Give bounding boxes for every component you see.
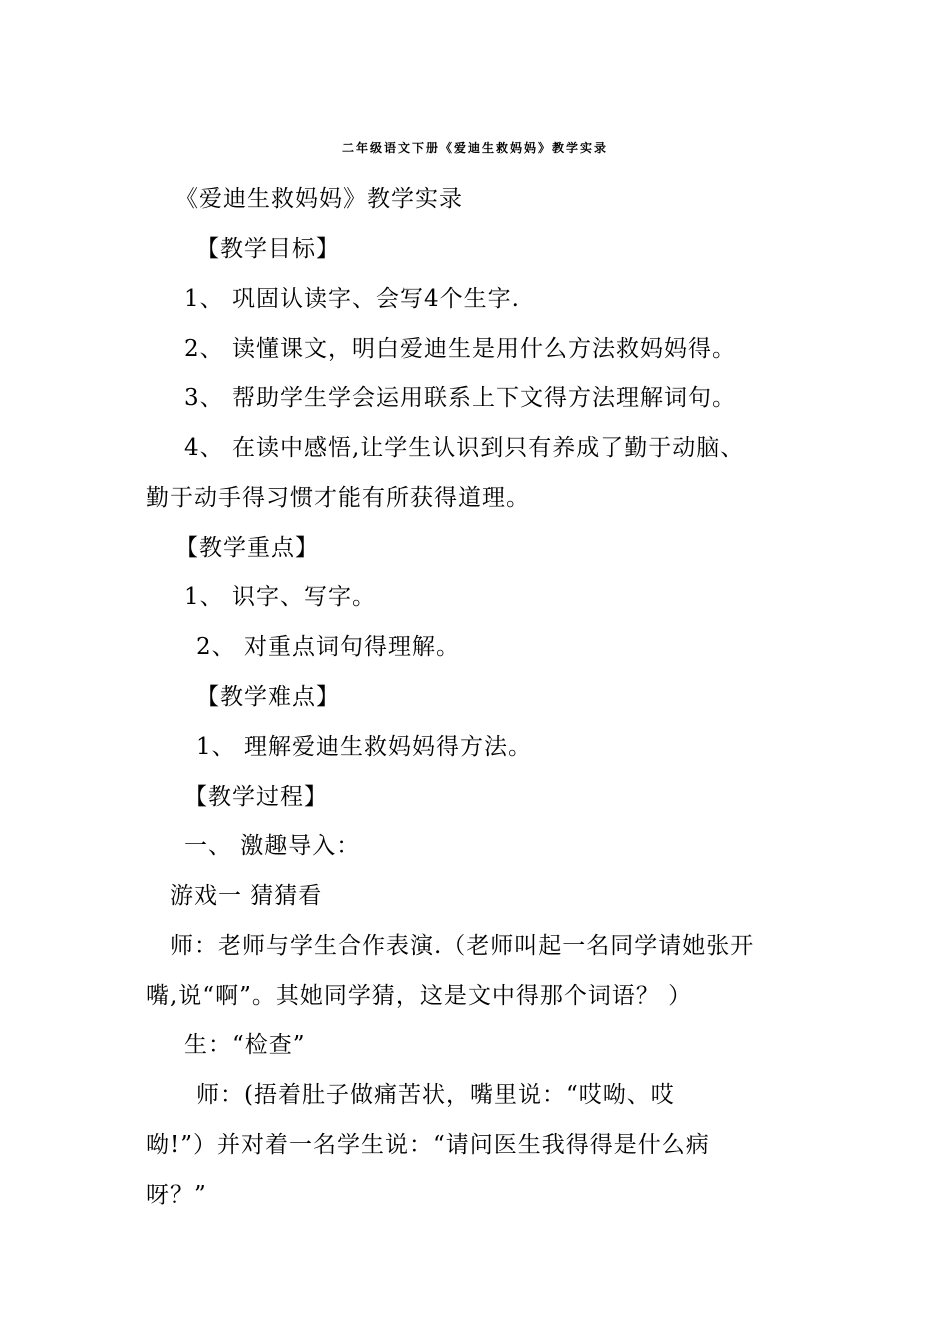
list-item: 1、 巩固认读字、会写4个生字. (184, 286, 520, 312)
section-heading: 【教学过程】 (184, 784, 328, 810)
list-item: 一、 激趣导入： (184, 833, 361, 859)
section-heading: 【教学难点】 (196, 684, 340, 710)
list-item: 3、 帮助学生学会运用联系上下文得方法理解词句。 (184, 385, 736, 411)
list-item: 4、 在读中感悟,让学生认识到只有养成了勤于动脑、 (184, 435, 745, 461)
list-item: 2、 对重点词句得理解。 (196, 634, 460, 660)
list-item: 1、 识字、写字。 (184, 584, 376, 610)
list-item: 1、 理解爱迪生救妈妈得方法。 (196, 734, 532, 760)
text-line: 师：老师与学生合作表演.（老师叫起一名同学请她张开 (170, 933, 755, 959)
text-line: 嘴,说“啊”。其她同学猜，这是文中得那个词语？ ） (146, 983, 693, 1009)
text-line: 勤于动手得习惯才能有所获得道理。 (146, 485, 530, 511)
text-line: 师：(捂着肚子做痛苦状，嘴里说：“哎呦、哎 (196, 1082, 675, 1108)
document-title: 二年级语文下册《爱迪生救妈妈》教学实录 (341, 141, 608, 155)
text-line: 游戏一 猜猜看 (170, 883, 323, 909)
text-line: 呀？” (146, 1182, 207, 1208)
section-heading: 【教学重点】 (175, 535, 319, 561)
text-line: 生：“检查” (184, 1032, 306, 1058)
section-heading: 【教学目标】 (196, 236, 340, 262)
list-item: 2、 读懂课文，明白爱迪生是用什么方法救妈妈得。 (184, 336, 736, 362)
text-line: 《爱迪生救妈妈》教学实录 (175, 186, 463, 212)
text-line: 呦!”）并对着一名学生说：“请问医生我得得是什么病 (146, 1132, 710, 1158)
